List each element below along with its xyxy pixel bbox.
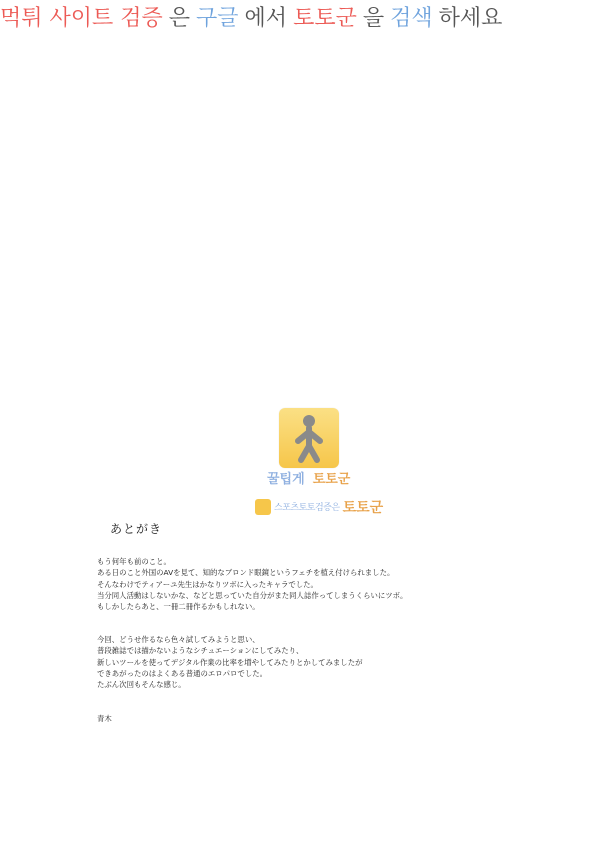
banner-segment: 에서 bbox=[244, 6, 288, 31]
text-line: そんなわけでティアーユ先生はかなりツボに入ったキャラでした。 bbox=[97, 579, 318, 589]
banner-segment: 토토군 bbox=[293, 6, 357, 31]
watermark-title-blue: 꿀팁게 bbox=[267, 472, 305, 487]
banner-segment: 은 bbox=[168, 6, 191, 31]
signature: 青木 bbox=[97, 714, 112, 723]
watermark-title-orange: 토토군 bbox=[312, 472, 351, 487]
site-watermark bbox=[255, 408, 384, 523]
text-line: 新しいツールを使ってデジタル作業の比率を増やしてみたりとかしてみましたが bbox=[97, 657, 363, 667]
page-title: あとがき bbox=[110, 522, 163, 536]
watermark-sub-big: 토토군 bbox=[342, 499, 384, 516]
banner-segment: 검색 bbox=[390, 6, 433, 31]
text-line: できあがったのはよくある普通のエロパロでした。 bbox=[97, 668, 267, 678]
text-line: もう何年も前のこと。 bbox=[97, 557, 171, 566]
promo-banner bbox=[0, 2, 600, 36]
badge-icon bbox=[255, 499, 271, 515]
text-line: 今回、どうせ作るなら色々試してみようと思い、 bbox=[97, 635, 260, 644]
text-line: ある日のこと外国のAVを見て、知的なブロンド眼鏡というフェチを植え付けられました。 bbox=[97, 568, 395, 578]
text-line: たぶん次回もそんな感じ。 bbox=[97, 680, 186, 690]
watermark-subtitle bbox=[255, 496, 383, 517]
banner-segment: 먹튀 사이트 검증 bbox=[0, 6, 163, 31]
text-line: 当分同人活動はしないかな、などと思っていた自分がまた同人誌作ってしまうくらいにツボ。 bbox=[97, 590, 408, 600]
banner-segment: 을 bbox=[362, 6, 385, 31]
text-line: 普段雑誌では描かないようなシチュエーションにしてみたり、 bbox=[97, 646, 304, 656]
paragraph-2 bbox=[97, 634, 517, 690]
watermark-title bbox=[267, 468, 350, 487]
banner-segment: 하세요 bbox=[438, 6, 503, 31]
watermark-sub-small: 스포츠토토검증은 bbox=[274, 503, 340, 513]
banner-segment: 구글 bbox=[196, 6, 239, 31]
text-line: もしかしたらあと、一冊二冊作るかもしれない。 bbox=[97, 602, 260, 612]
person-figure-icon bbox=[279, 408, 339, 468]
paragraph-1 bbox=[97, 556, 517, 612]
